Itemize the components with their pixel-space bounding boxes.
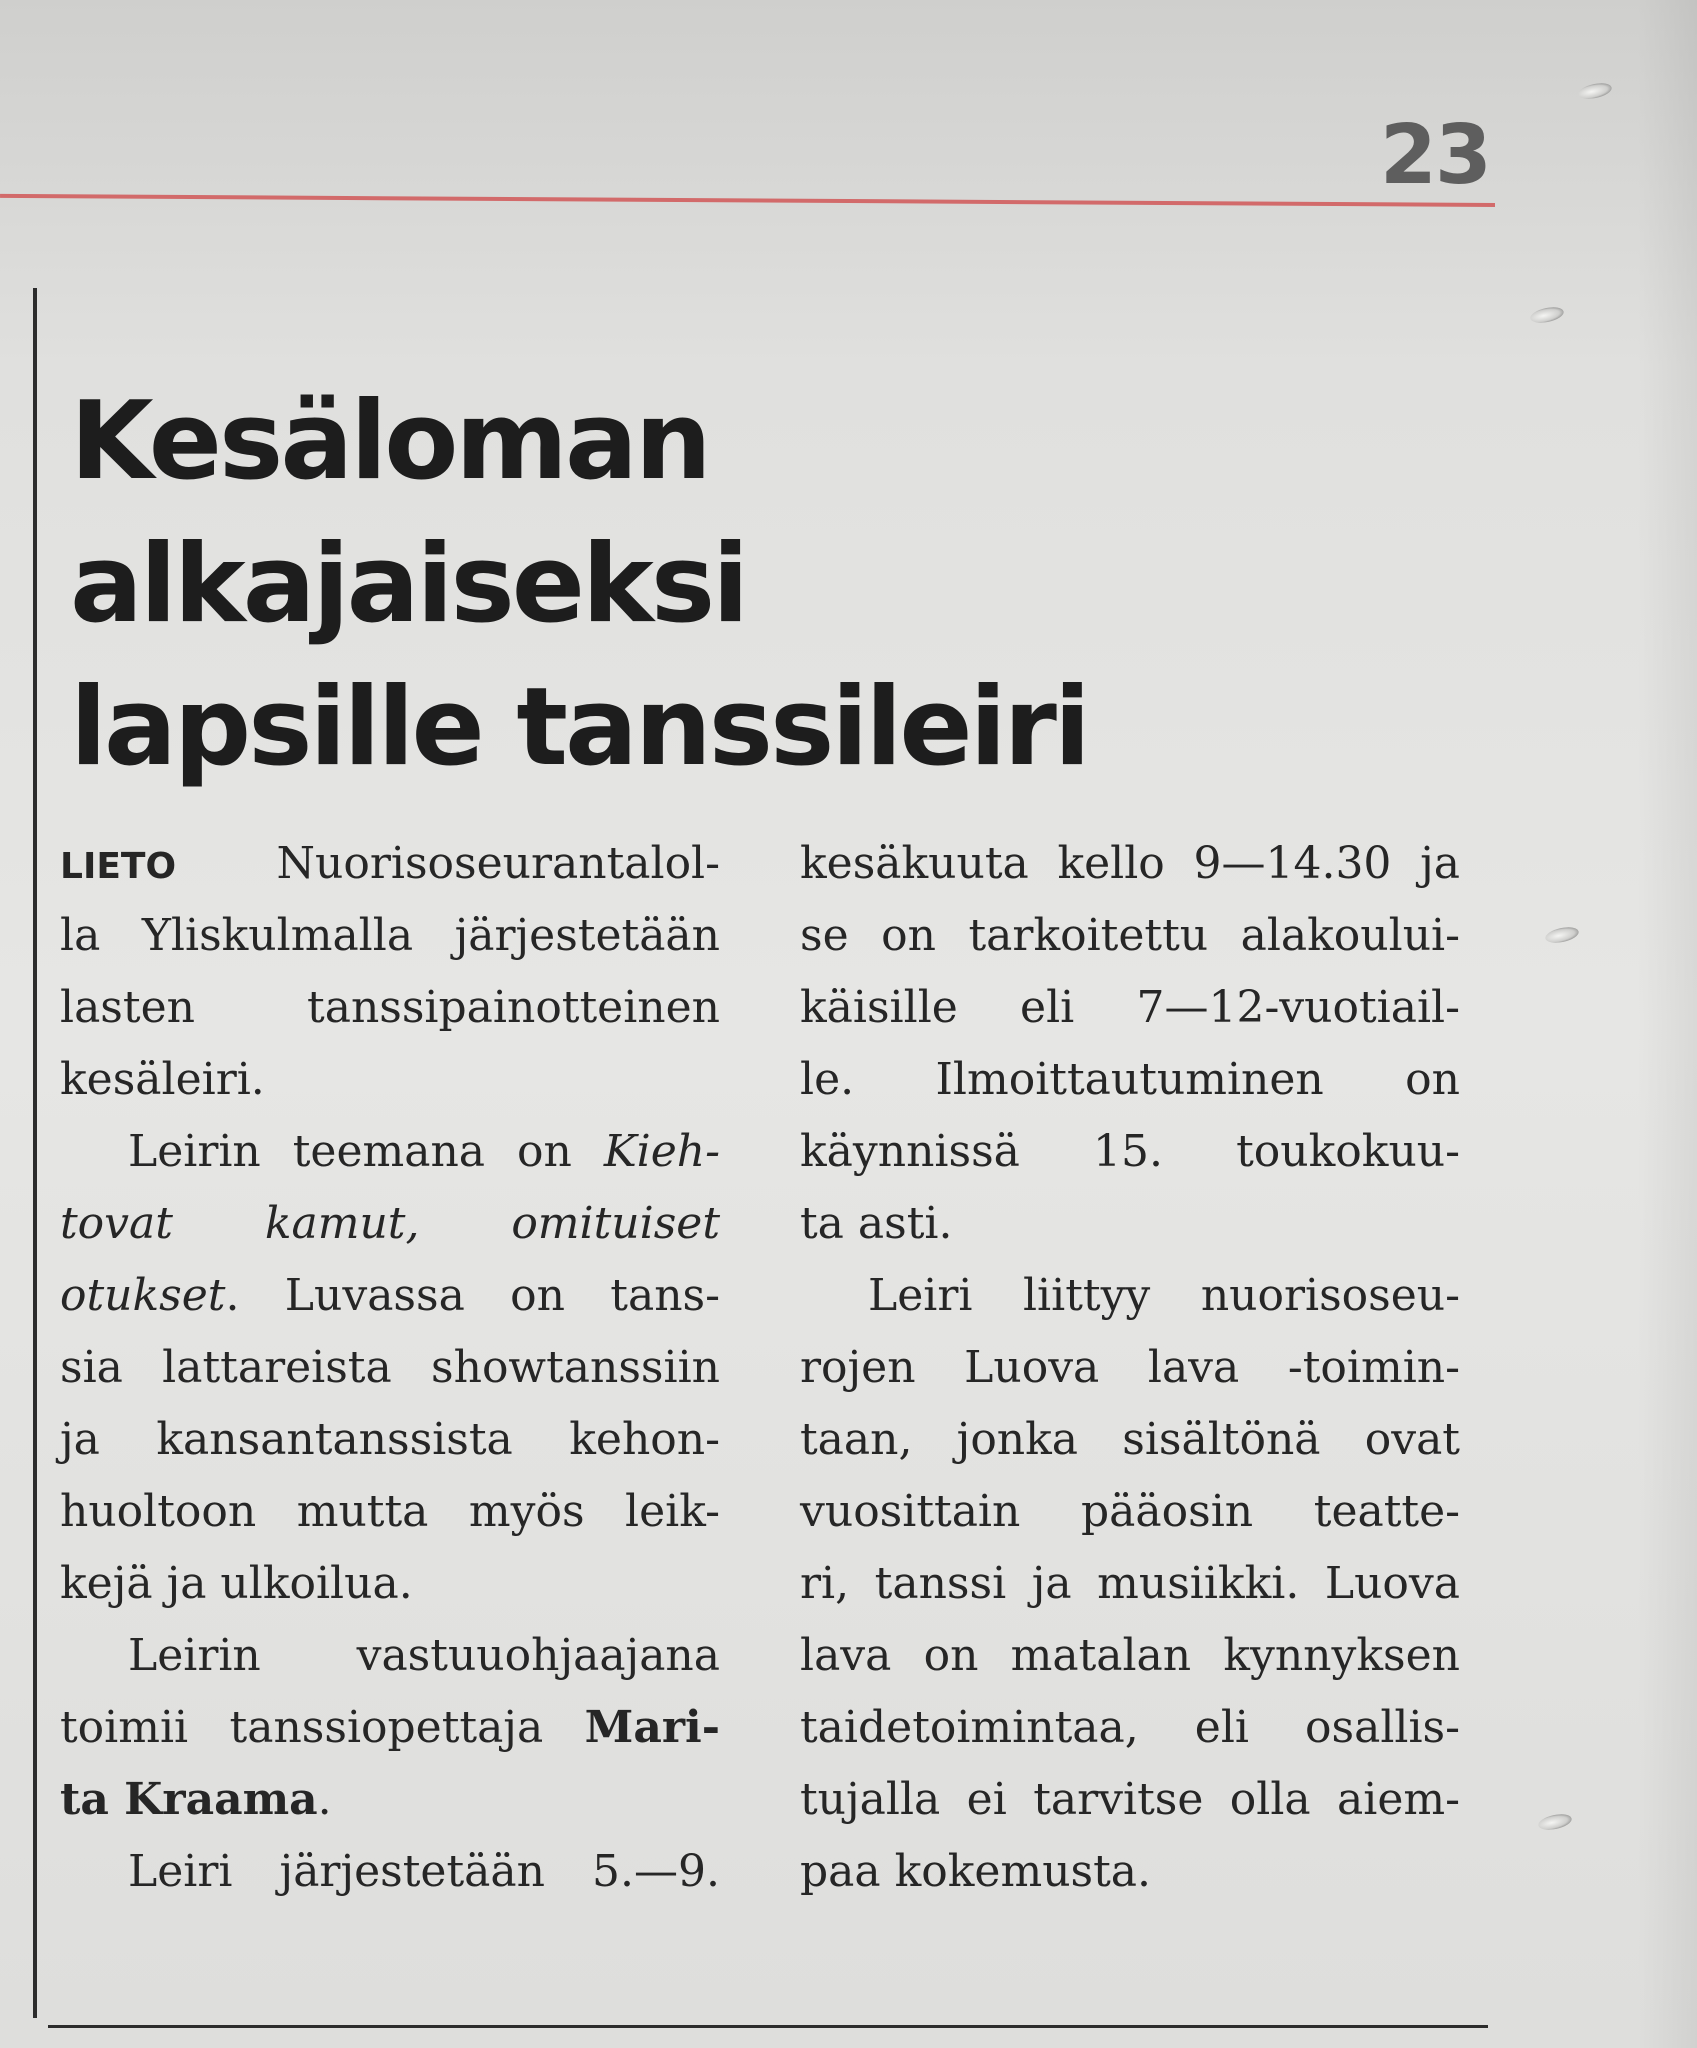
- binder-hole: [1577, 81, 1613, 102]
- text-line: ri, tanssi ja musiikki. Luova: [800, 1558, 1460, 1609]
- text-line: ja kansantanssista kehon-: [60, 1414, 720, 1465]
- text-line: taan, jonka sisältönä ovat: [800, 1414, 1460, 1465]
- text-line: sia lattareista showtanssiin: [60, 1342, 720, 1393]
- bold-fragment: ta Kraama: [60, 1774, 318, 1825]
- text-line: [60, 1188, 720, 1260]
- article-column-left: [60, 828, 720, 1908]
- text-line: lasten tanssipainotteinen: [60, 982, 720, 1033]
- text-line: le. Ilmoittautuminen on: [800, 1054, 1460, 1105]
- text-line: [60, 1116, 720, 1188]
- text-line: tujalla ei tarvitse olla aiem-: [800, 1774, 1460, 1825]
- binder-hole: [1544, 925, 1580, 946]
- text-line: Leiri liittyy nuorisoseu-: [868, 1270, 1460, 1321]
- text-line: lava on matalan kynnyksen: [800, 1630, 1460, 1681]
- text-line: kesäkuuta kello 9—14.30 ja: [800, 838, 1460, 889]
- text-fragment: . Luvassa on tans-: [225, 1270, 720, 1321]
- text-line: kesäleiri.: [60, 1054, 265, 1105]
- text-line: [60, 1692, 720, 1764]
- article-column-right: [800, 828, 1460, 1908]
- text-line: la Yliskulmalla järjestetään: [60, 910, 720, 961]
- text-line: [60, 1260, 720, 1332]
- page-number: 23: [1379, 108, 1490, 203]
- headline-line-3: lapsille tanssileiri: [70, 665, 1088, 790]
- text-line: kejä ja ulkoilua.: [60, 1558, 413, 1609]
- text-line: käisille eli 7—12-vuotiail-: [800, 982, 1460, 1033]
- headline: [70, 370, 1088, 799]
- text-line: huoltoon mutta myös leik-: [60, 1486, 720, 1537]
- text-line: taidetoimintaa, eli osallis-: [800, 1702, 1460, 1753]
- text-fragment: .: [317, 1774, 332, 1825]
- header-rule: [0, 194, 1495, 207]
- text-line: Leirin vastuuohjaajana: [128, 1630, 720, 1681]
- text-line: paa kokemusta.: [800, 1846, 1152, 1897]
- text-line: [60, 828, 720, 900]
- headline-line-1: Kesäloman: [70, 379, 709, 504]
- bold-fragment: Mari-: [584, 1702, 720, 1753]
- footer-rule: [48, 2025, 1488, 2028]
- headline-line-2: alkajaiseksi: [70, 522, 747, 647]
- dateline: LIETO: [60, 846, 177, 887]
- text-line: Leiri järjestetään 5.—9.: [128, 1846, 720, 1897]
- paper-edge-shadow: [1637, 0, 1697, 2048]
- text-line: vuosittain pääosin teatte-: [800, 1486, 1460, 1537]
- italic-fragment: tovat kamut, omituiset: [60, 1198, 720, 1249]
- text-line: rojen Luova lava -toimin-: [800, 1342, 1460, 1393]
- text-fragment: Nuorisoseurantalol-: [276, 838, 720, 889]
- binder-hole: [1537, 1812, 1573, 1833]
- text-fragment: Leirin teemana on: [128, 1126, 572, 1177]
- text-fragment: toimii tanssiopettaja: [60, 1702, 544, 1753]
- column-rule-left: [33, 288, 37, 2018]
- text-line: ta asti.: [800, 1198, 953, 1249]
- italic-fragment: Kieh-: [603, 1126, 720, 1177]
- text-line: käynnissä 15. toukokuu-: [800, 1126, 1460, 1177]
- text-line: se on tarkoitettu alakoului-: [800, 910, 1460, 961]
- binder-hole: [1529, 305, 1565, 326]
- italic-fragment: otukset: [60, 1270, 226, 1321]
- text-line: [60, 1764, 720, 1836]
